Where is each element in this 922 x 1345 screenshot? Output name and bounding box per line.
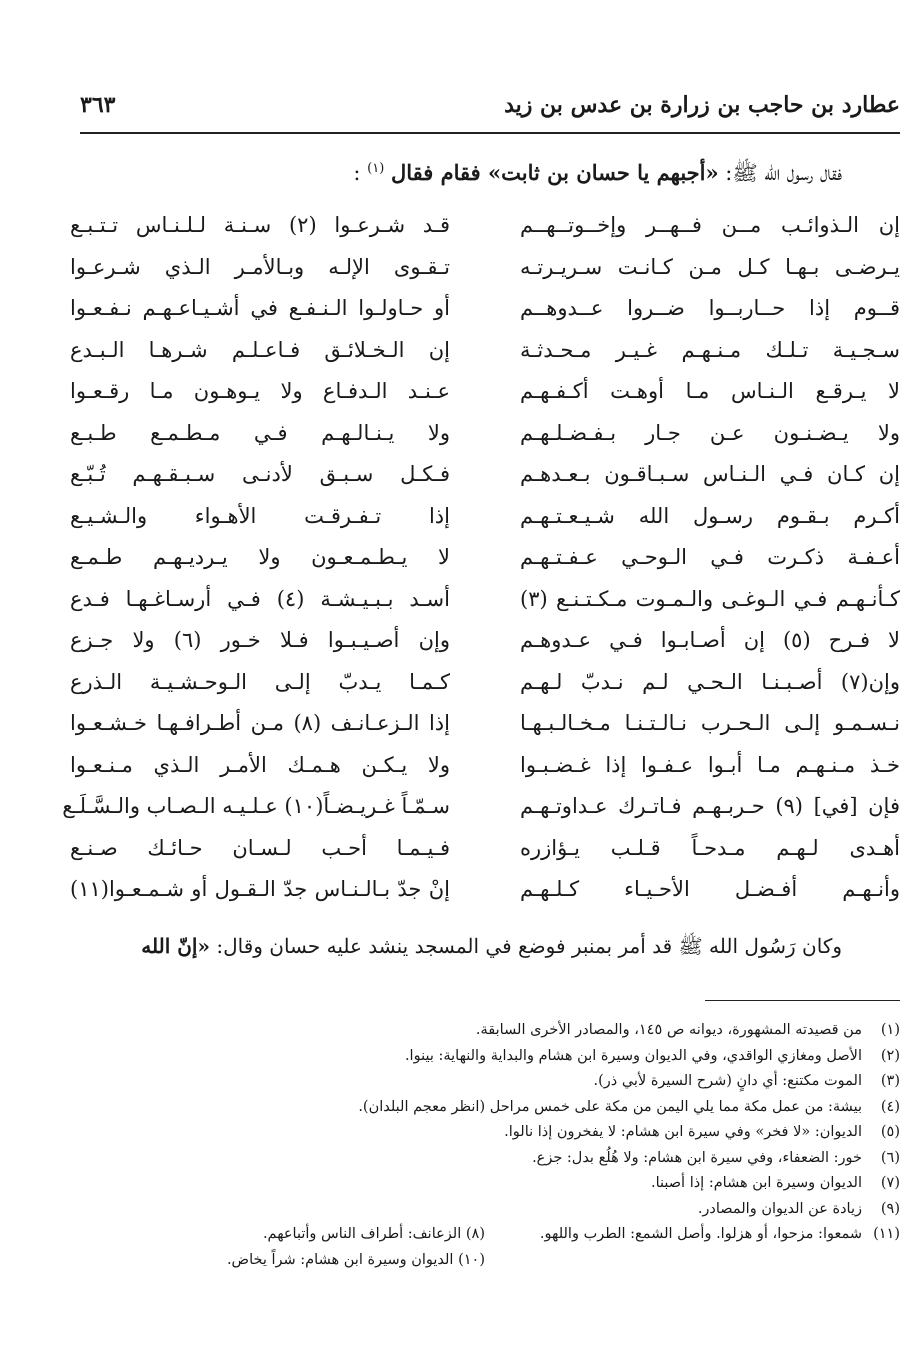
verse-first-hemistich: أكـرم بـقـوم رسـول الله شـيـعـتـهـم — [520, 503, 900, 528]
poem-verse — [70, 250, 900, 288]
verse-first-hemistich: كـأنـهـم فـي الـوغـى والـمـوت مـكـتـنـع (٣) — [520, 586, 900, 611]
poem-verse — [70, 706, 900, 744]
footnote-number: (١) — [880, 1022, 900, 1038]
footnote-number: (٥) — [880, 1124, 900, 1140]
footnote-text: بيشة: من عمل مكة مما يلي اليمن من مكة على خمس مراحل (انظر معجم البلدان). — [358, 1098, 862, 1115]
intro-quote: «أجبهم يا حسان بن ثابت» فقام فقال — [390, 160, 719, 185]
footnote-number: (٧) — [880, 1175, 900, 1191]
footnote-text: الموت مكتنع: أي دانٍ (شرح السيرة لأبي ذر). — [593, 1073, 862, 1089]
footnote-number: (٨) — [465, 1226, 485, 1242]
verse-first-hemistich: خـذ مـنـهـم مـا أبـوا عـفـوا إذا غـضـبـوا — [520, 752, 900, 777]
verse-first-hemistich: لا يـرقـع الـنـاس مـا أوهـت أكـفـهـم — [520, 379, 900, 403]
header-rule — [80, 132, 900, 134]
verse-first-hemistich: فإن [في] (٩) حـربـهـم فـاتـرك عـداوتـهـم — [520, 794, 900, 818]
poem-verse — [70, 457, 900, 495]
footnote — [698, 1201, 900, 1217]
footnote — [358, 1099, 900, 1115]
poem-verse — [70, 374, 900, 412]
verse-second-hemistich: ولا يـنـالـهـم فـي مـطـمـع طـبـع — [70, 420, 450, 445]
footnote-secondary — [227, 1252, 485, 1268]
footnote-text: الديوان وسيرة ابن هشام: إذا أصبنا. — [650, 1175, 862, 1191]
verse-first-hemistich: سـجـيـة تـلـك مـنـهـم غـيـر مـحـدثـة — [520, 337, 900, 362]
footnote-text: الديوان: «لا فخر» وفي سيرة ابن هشام: لا يفخرون إذا نالوا. — [504, 1124, 862, 1140]
verse-first-hemistich: وأنـهـم أفـضـل الأحـيـاء كـلـهـم — [520, 877, 900, 901]
intro-line — [353, 160, 842, 191]
footnote-number: (٣) — [880, 1073, 900, 1089]
verse-first-hemistich: يـرضـى بـهـا كـل مـن كـانـت سـريـرتـه — [520, 254, 900, 279]
footnote — [540, 1226, 900, 1242]
verse-first-hemistich: أهـدى لـهـم مـدحـاً قـلـب يـؤازره — [520, 835, 900, 860]
poem-verse — [70, 208, 900, 246]
verse-second-hemistich: إن الـخـلائـق فـاعـلـم شـرهـا الـبـدع — [70, 337, 450, 362]
poem-verse — [70, 416, 900, 454]
verse-second-hemistich: أسـد بـبـيـشـة (٤) فـي أرسـاغـهـا فـدع — [70, 586, 450, 611]
verse-second-hemistich: تـقـوى الإلـه وبـالأمـر الـذي شـرعـوا — [70, 254, 450, 279]
footnote-number: (٦) — [880, 1149, 900, 1166]
footnote — [593, 1073, 900, 1089]
footnote-number: (٢) — [880, 1047, 900, 1064]
verse-second-hemistich: فـيـمـا أحـب لـسـان حـائـك صـنـع — [70, 835, 450, 860]
footnote — [651, 1175, 900, 1191]
verse-second-hemistich: لا يـطـمـعـون ولا يـرديـهـم طـمـع — [70, 545, 450, 569]
verse-first-hemistich: إن كـان فـي الـنـاس سـبـاقـون بـعـدهـم — [520, 462, 900, 486]
poem-verse — [70, 831, 900, 869]
poem-verse — [70, 872, 900, 910]
closing-bold: «إنّ الله — [141, 934, 210, 958]
footnote — [532, 1150, 900, 1166]
footnote-text: خور: الضعفاء، وفي سيرة ابن هشام: ولا هُلُع بدل: جزع. — [532, 1149, 862, 1166]
verse-second-hemistich: سـمّـاً غـريـضـاً(١٠) عـلـيـه الـصـاب والـسَّـلَـع — [62, 794, 450, 818]
verse-first-hemistich: وإن(٧) أصـبـنـا الـحـي لـم نـدبّ لـهـم — [520, 669, 900, 694]
verse-first-hemistich: نـسـمـو إلـى الـحـرب نـالـتـنـا مـخـالـبـهـا — [520, 711, 900, 735]
poem — [62, 208, 900, 928]
verse-second-hemistich: إنْ جدّ بـالـنـاس جدّ الـقـول أو شـمـعـوا(١١) — [70, 877, 450, 901]
verse-second-hemistich: إذا الـزعـانـف (٨) مـن أطـرافـهـا خـشـعـوا — [70, 711, 450, 735]
closing-text: وكان رَسُول الله ﷺ قد أمر بمنبر فوضع في المسجد ينشد عليه حسان وقال: — [209, 934, 842, 958]
poem-verse — [70, 291, 900, 329]
footnote-rule — [705, 1000, 900, 1001]
verse-second-hemistich: كـمـا يـدبّ إلـى الـوحـشـيـة الـذرع — [70, 669, 450, 694]
verse-second-hemistich: إذا تـفـرقـت الأهـواء والـشـيـع — [70, 503, 450, 528]
running-title: عطارد بن حاجب بن زرارة بن عدس بن زيد — [504, 92, 900, 118]
footnote-number: (١١) — [873, 1226, 900, 1242]
verse-first-hemistich: ولا يـضـنـون عـن جـار بـفـضـلـهـم — [520, 420, 900, 445]
footnote-text: الزعانف: أطراف الناس وأتباعهم. — [262, 1226, 462, 1242]
poem-verse — [70, 582, 900, 620]
verse-first-hemistich: لا فـرح (٥) إن أصـابـوا فـي عـدوهـم — [520, 628, 900, 652]
verse-second-hemistich: ولا يـكـن هـمـك الأمـر الـذي مـنـعـوا — [70, 752, 450, 777]
closing-line — [141, 934, 842, 963]
verse-second-hemistich: وإن أصـيـبـوا فـلا خـور (٦) ولا جـزع — [70, 628, 450, 652]
footnote — [476, 1022, 900, 1038]
page-number: ٣٦٣ — [80, 92, 116, 118]
poem-verse — [70, 623, 900, 661]
footnote-number: (٤) — [880, 1098, 900, 1115]
footnote-text: شمعوا: مزحوا، أو هزلوا. وأصل الشمع: الطرب واللهو. — [539, 1226, 862, 1242]
verse-second-hemistich: عـنـد الـدفـاع ولا يـوهـون مـا رقـعـوا — [70, 379, 450, 403]
verse-first-hemistich: قــوم إذا حــاربــوا ضــروا عــدوهــم — [520, 296, 900, 320]
verse-first-hemistich: أعـفـة ذكـرت فـي الـوحـي عـفـتـهـم — [520, 545, 900, 569]
verse-second-hemistich: فـكـل سـبـق لأدنـى سـبـقـهـم تُـبّـع — [70, 462, 450, 486]
running-header — [80, 86, 900, 126]
verse-second-hemistich: أو حـاولـوا الـنـفـع في أشـيـاعـهـم نـفـعـوا — [70, 296, 450, 320]
footnote-secondary — [263, 1226, 485, 1242]
footnote-text: زيادة عن الديوان والمصادر. — [697, 1200, 862, 1217]
intro-prefix: فقال رسول الله ﷺ: — [718, 161, 842, 185]
footnote — [405, 1048, 900, 1064]
poem-verse — [70, 499, 900, 537]
footnote-number: (١٠) — [458, 1252, 485, 1268]
footnote-text: الأصل ومغازي الواقدي، وفي الديوان وسيرة ابن هشام والبداية والنهاية: بينوا. — [404, 1047, 862, 1064]
verse-second-hemistich: قـد شـرعـوا (٢) سـنـة لـلـنـاس تـتـبـع — [70, 213, 450, 237]
footnote-text: من قصيدته المشهورة، ديوانه ص ١٤٥، والمصادر الأخرى السابقة. — [475, 1022, 862, 1038]
footnote — [504, 1124, 900, 1140]
intro-note-ref: (١) — [367, 161, 385, 176]
footnote-number: (٩) — [880, 1200, 900, 1217]
poem-verse — [70, 748, 900, 786]
footnote-text: الديوان وسيرة ابن هشام: شراً يخاض. — [226, 1252, 454, 1268]
poem-verse — [70, 333, 900, 371]
poem-verse — [70, 665, 900, 703]
intro-suffix: : — [353, 161, 368, 185]
verse-first-hemistich: إن الـذوائـب مــن فــهــر وإخــوتــهــم — [520, 213, 900, 237]
poem-verse — [70, 540, 900, 578]
poem-verse — [62, 789, 900, 827]
